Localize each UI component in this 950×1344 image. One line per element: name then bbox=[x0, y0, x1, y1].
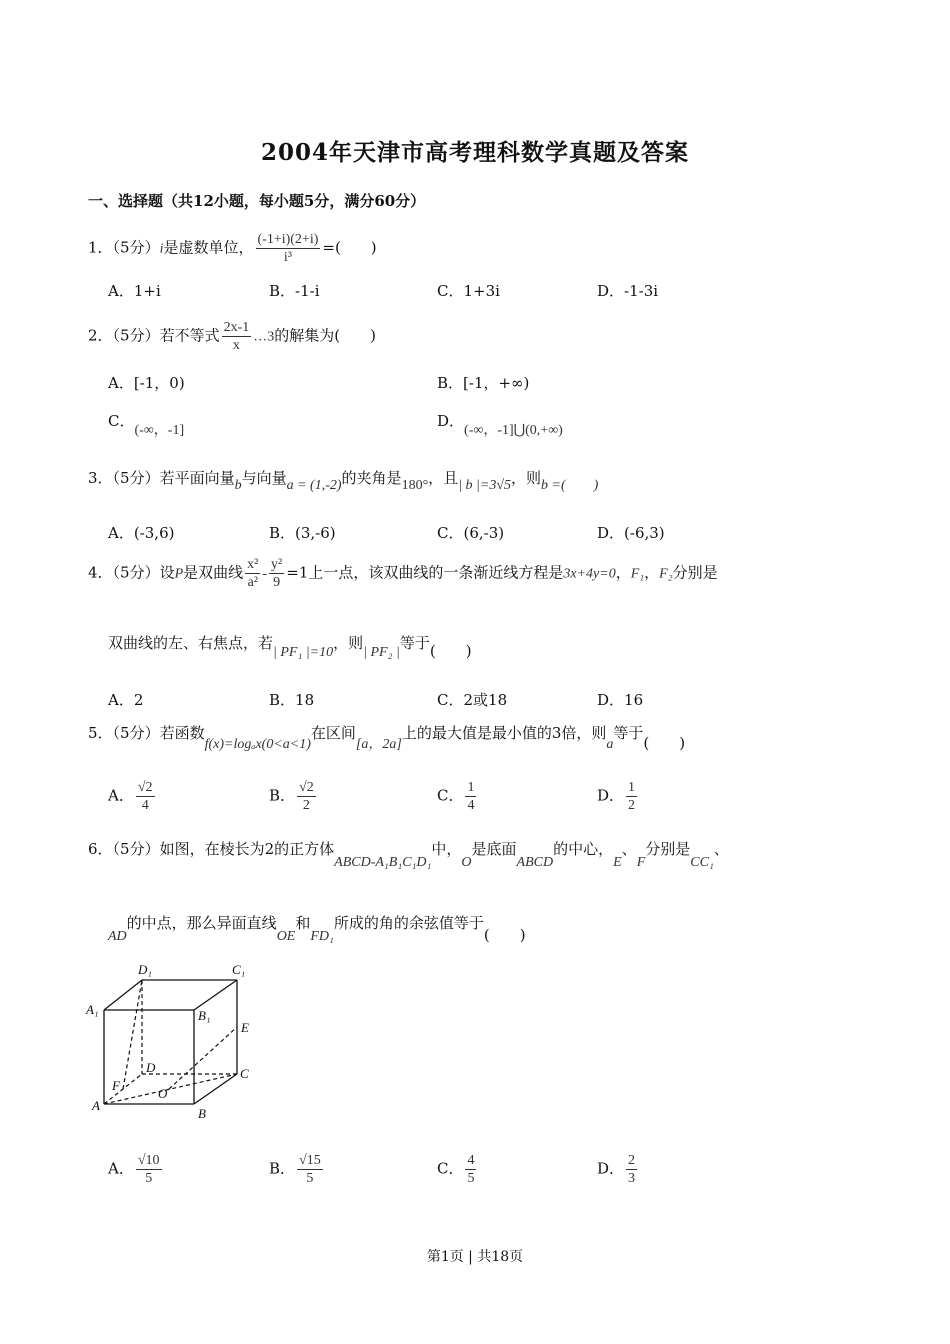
q5-option-b-frac bbox=[297, 780, 316, 813]
q5-option-d-num: 1 bbox=[628, 780, 636, 795]
label-a1: A₁ bbox=[86, 1002, 99, 1017]
q1-option-a[interactable]: A．1+i bbox=[108, 282, 161, 300]
label-c: C bbox=[240, 1066, 249, 1081]
q6-option-b[interactable] bbox=[269, 1153, 325, 1186]
q3-a-eq: a = (1,-2) bbox=[286, 478, 342, 493]
question-4-line-2 bbox=[108, 632, 472, 660]
q5-option-d-label: D． bbox=[597, 786, 625, 805]
q5-option-c-label: C． bbox=[437, 786, 464, 805]
label-e: E bbox=[241, 1020, 249, 1035]
cube-figure bbox=[84, 962, 264, 1122]
q6-option-a-frac bbox=[136, 1153, 162, 1186]
q4-minus: - bbox=[262, 566, 268, 582]
q6-option-a-label: A． bbox=[108, 1159, 134, 1178]
label-d: D bbox=[146, 1060, 156, 1075]
q2-tail: 的解集为( ) bbox=[274, 326, 376, 345]
q6-option-a-num: √10 bbox=[137, 1153, 160, 1168]
q6-option-c-num: 4 bbox=[467, 1153, 475, 1168]
q5-option-a-frac bbox=[136, 780, 155, 813]
q4-line2c: 等于 bbox=[399, 634, 430, 652]
q5-option-d-frac bbox=[626, 780, 637, 813]
q3-t1: 与向量 bbox=[241, 469, 287, 487]
q6-e: E bbox=[613, 855, 622, 870]
q6-option-d-label: D． bbox=[597, 1159, 625, 1178]
q6-t6: 、 bbox=[713, 840, 729, 858]
q6-option-b-num: √15 bbox=[299, 1153, 321, 1168]
q6-line2a: 的中点，那么异面直线 bbox=[126, 914, 277, 932]
q4-paren: ( ) bbox=[429, 642, 472, 660]
q2-option-b[interactable]: B．[-1，+∞) bbox=[437, 374, 530, 392]
q6-ad: AD bbox=[108, 929, 127, 944]
q1-tail: =( ) bbox=[322, 238, 377, 257]
q1-denominator: i³ bbox=[283, 250, 292, 265]
q6-option-c-label: C． bbox=[437, 1159, 464, 1178]
q4-frac-y bbox=[269, 557, 284, 590]
q1-option-c[interactable]: C．1+3i bbox=[437, 282, 500, 300]
q6-f: F bbox=[636, 855, 646, 870]
q2-option-d-expr: (-∞，-1]⋃(0,+∞) bbox=[464, 423, 563, 438]
q6-option-d-num: 2 bbox=[628, 1153, 636, 1168]
q4-frac-x bbox=[245, 557, 260, 590]
q2-option-c-label: C． bbox=[108, 412, 135, 430]
q5-option-b-den: 2 bbox=[302, 798, 310, 813]
q4-pf1: | PF₁ |=10 bbox=[273, 645, 334, 660]
q4-t2: =1上一点，该双曲线的一条渐近线方程是 bbox=[286, 563, 564, 582]
q3-t4: ，则 bbox=[511, 469, 542, 487]
q1-i: i bbox=[159, 241, 164, 257]
q4-frac-y-den: 9 bbox=[273, 575, 281, 590]
q3-option-a[interactable]: A．(-3,6) bbox=[108, 524, 175, 542]
label-b1: B₁ bbox=[198, 1008, 211, 1023]
q4-t3: ， bbox=[615, 563, 631, 582]
q6-cc1: CC₁ bbox=[690, 855, 714, 870]
q2-option-d[interactable] bbox=[437, 410, 563, 438]
q1-option-d[interactable]: D．-1-3i bbox=[597, 282, 659, 300]
q4-pf2: | PF₂ | bbox=[363, 645, 400, 660]
q5-t3: 等于 bbox=[613, 724, 644, 742]
q6-line2b: 和 bbox=[295, 914, 311, 932]
q2-option-c-expr: (-∞，-1] bbox=[134, 423, 185, 438]
label-b: B bbox=[198, 1106, 206, 1121]
q4-prefix: 4．（5分）设 bbox=[88, 563, 175, 582]
question-3 bbox=[88, 467, 599, 493]
q6-option-b-label: B． bbox=[269, 1159, 296, 1178]
q6-oe: OE bbox=[276, 929, 296, 944]
q5-option-a-label: A． bbox=[108, 786, 134, 805]
q4-frac-x-num: x² bbox=[247, 557, 259, 572]
q5-option-a-num: √2 bbox=[137, 780, 153, 795]
q4-frac-x-den: a² bbox=[247, 575, 258, 590]
q5-option-c-frac bbox=[465, 780, 476, 813]
q3-b: b bbox=[234, 478, 242, 493]
q5-option-b-label: B． bbox=[269, 786, 296, 805]
q6-option-c-frac bbox=[465, 1153, 476, 1186]
q2-option-d-label: D． bbox=[437, 412, 465, 430]
q5-option-b-num: √2 bbox=[299, 780, 314, 795]
q2-option-a[interactable]: A．[-1，0) bbox=[108, 374, 185, 392]
q4-t4: 分别是 bbox=[672, 563, 718, 582]
label-c1: C₁ bbox=[232, 962, 246, 977]
q5-function: f(x)=logₐx(0<a<1) bbox=[204, 737, 311, 752]
q5-interval: [a，2a] bbox=[355, 737, 402, 752]
q3-prefix: 3．（5分）若平面向量 bbox=[88, 469, 235, 487]
q6-t4: 、 bbox=[621, 840, 637, 858]
q6-paren: ( ) bbox=[483, 926, 526, 944]
label-o: O bbox=[158, 1086, 168, 1101]
q3-mod: | b |=3√5 bbox=[458, 478, 512, 493]
q6-t1: 中， bbox=[431, 840, 462, 858]
q6-option-b-den: 5 bbox=[306, 1171, 314, 1186]
q6-option-d-den: 3 bbox=[628, 1171, 636, 1186]
q6-t2: 是底面 bbox=[471, 840, 517, 858]
q4-p: P bbox=[174, 566, 184, 582]
q5-prefix: 5．（5分）若函数 bbox=[88, 724, 205, 742]
q5-t1: 在区间 bbox=[310, 724, 356, 742]
q2-numerator: 2x-1 bbox=[223, 320, 250, 335]
question-6 bbox=[88, 838, 729, 870]
q3-option-c[interactable]: C．(6,-3) bbox=[437, 524, 505, 542]
q5-option-a[interactable] bbox=[108, 780, 157, 813]
q6-o: O bbox=[461, 855, 472, 870]
q5-paren: ( ) bbox=[643, 734, 686, 752]
q5-option-d[interactable] bbox=[597, 780, 639, 813]
q6-option-b-frac bbox=[297, 1153, 323, 1186]
q4-line2b: ，则 bbox=[333, 634, 364, 652]
q2-prefix: 2．（5分）若不等式 bbox=[88, 326, 220, 345]
q5-option-c-num: 1 bbox=[467, 780, 475, 795]
q4-option-b[interactable]: B．18 bbox=[269, 691, 315, 709]
q3-option-b[interactable]: B．(3,-6) bbox=[269, 524, 336, 542]
section-heading: 一、选择题（共12小题，每小题5分，满分60分） bbox=[88, 192, 426, 210]
q5-option-a-den: 4 bbox=[141, 798, 149, 813]
q4-f2: F₂ bbox=[659, 566, 673, 582]
question-4 bbox=[88, 557, 718, 590]
q3-b-eq: b =( ) bbox=[541, 478, 599, 493]
q6-fd1: FD₁ bbox=[310, 929, 334, 944]
q1-numerator: (-1+i)(2+i) bbox=[257, 232, 319, 247]
q1-option-b[interactable]: B．-1-i bbox=[269, 282, 320, 300]
q6-t5: 分别是 bbox=[645, 840, 691, 858]
q6-t3: 的中心， bbox=[553, 840, 614, 858]
q5-option-d-den: 2 bbox=[628, 798, 636, 813]
q4-option-a[interactable]: A．2 bbox=[108, 691, 144, 709]
q3-t3: ，且 bbox=[428, 469, 459, 487]
label-a: A bbox=[92, 1098, 100, 1113]
q5-a: a bbox=[606, 737, 614, 752]
page-title: 2004年天津市高考理科数学真题及答案 bbox=[260, 139, 689, 166]
q4-line2a: 双曲线的左、右焦点，若 bbox=[108, 634, 274, 652]
q5-t2: 上的最大值是最小值的3倍，则 bbox=[401, 724, 607, 742]
question-6-line-2 bbox=[108, 912, 526, 944]
q6-option-d-frac bbox=[626, 1153, 637, 1186]
q6-prefix: 6．（5分）如图，在棱长为2的正方体 bbox=[88, 840, 335, 858]
label-f: F bbox=[112, 1078, 120, 1093]
q2-geq: …3 bbox=[253, 329, 275, 345]
question-1 bbox=[88, 232, 377, 265]
q3-t2: 的夹角是 bbox=[341, 469, 402, 487]
q4-frac-y-num: y² bbox=[271, 557, 283, 572]
label-d1: D₁ bbox=[138, 962, 152, 977]
q5-option-c-den: 4 bbox=[467, 798, 475, 813]
q4-t1: 是双曲线 bbox=[183, 563, 244, 582]
q3-option-d[interactable]: D．(-6,3) bbox=[597, 524, 665, 542]
q1-prefix: 1．（5分） bbox=[88, 238, 160, 257]
q4-f1: F₁ bbox=[630, 566, 645, 582]
q6-option-a[interactable] bbox=[108, 1153, 164, 1186]
q4-option-c[interactable]: C．2或18 bbox=[437, 691, 508, 709]
q6-option-d[interactable] bbox=[597, 1153, 639, 1186]
question-2 bbox=[88, 320, 376, 353]
q6-option-c-den: 5 bbox=[467, 1171, 475, 1186]
q5-option-c[interactable] bbox=[437, 780, 478, 813]
q2-option-c[interactable] bbox=[108, 410, 185, 438]
page-footer: 第1页 | 共18页 bbox=[426, 1249, 524, 1265]
q4-asymptote: 3x+4y=0 bbox=[563, 566, 616, 582]
q4-option-d[interactable]: D．16 bbox=[597, 691, 644, 709]
q1-fraction bbox=[256, 232, 321, 265]
q2-fraction bbox=[222, 320, 252, 353]
q6-abcd: ABCD bbox=[516, 855, 554, 870]
q6-option-c[interactable] bbox=[437, 1153, 478, 1186]
q2-denominator: x bbox=[232, 338, 240, 353]
q6-line2c: 所成的角的余弦值等于 bbox=[333, 914, 484, 932]
q4-sep: ， bbox=[644, 563, 660, 582]
q3-angle: 180° bbox=[401, 478, 429, 493]
q1-text: 是虚数单位， bbox=[163, 238, 254, 257]
q5-option-b[interactable] bbox=[269, 780, 318, 813]
q6-option-a-den: 5 bbox=[145, 1171, 153, 1186]
q6-cube: ABCD-A₁B₁C₁D₁ bbox=[334, 855, 432, 870]
question-5 bbox=[88, 722, 686, 752]
